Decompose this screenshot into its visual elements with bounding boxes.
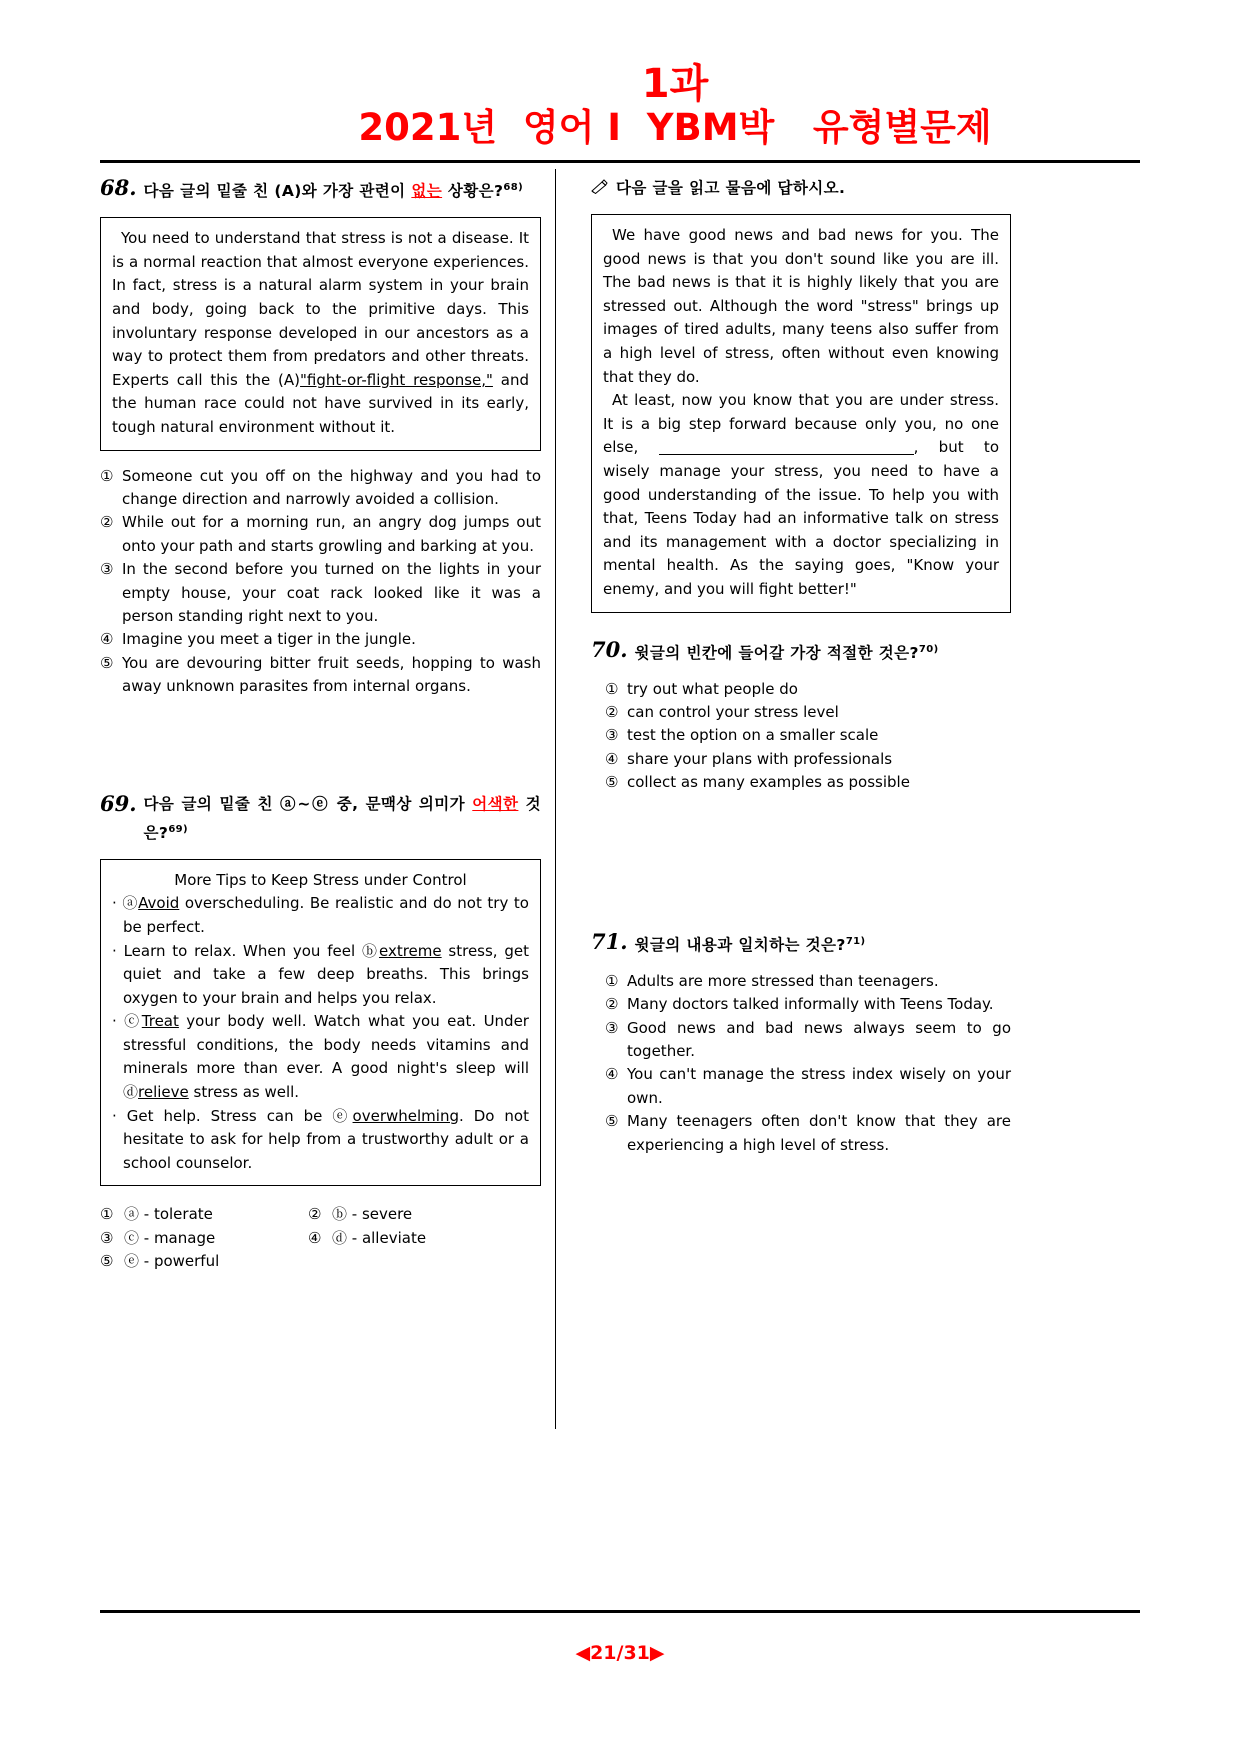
question-68-prompt-pre: 다음 글의 밑줄 친 (A)와 가장 관련이	[143, 182, 412, 201]
question-70-number: 70.	[591, 636, 628, 662]
choice-text: While out for a morning run, an angry dog jumps out onto your path and starts growling and barking at you.	[122, 513, 541, 555]
tips-list	[112, 892, 529, 1175]
question-70-header	[591, 637, 1011, 666]
choice-text: You are devouring bitter fruit seeds, hopping to wash away unknown parasites from internal organs.	[122, 653, 541, 696]
choice-item[interactable]	[605, 678, 1011, 701]
choice-marker: ②	[605, 703, 619, 722]
choice-marker: ①	[100, 1205, 114, 1224]
passage-text-b: , but to wisely manage your stress, you need to have a good understanding of the issue. To help you with that, Teens Today had an informative talk on stress and its management with a doctor specializing in mental health. As the saying goes, "Know your enemy, and you will fight better!"	[603, 438, 999, 598]
choice-item[interactable]	[100, 558, 541, 628]
question-68-number: 68.	[100, 175, 137, 200]
choice-text: ⓒ - manage	[124, 1228, 216, 1247]
choice-marker: ④	[605, 1065, 619, 1084]
question-68-footnote: 68)	[503, 182, 524, 193]
content-columns	[100, 163, 1140, 1433]
choice-text: ⓐ - tolerate	[124, 1205, 213, 1224]
item-pre-text: Learn to relax. When you feel	[123, 941, 362, 960]
choice-marker: ⑤	[605, 1112, 619, 1131]
passage-paragraph-1: We have good news and bad news for you. The good news is that you don't sound like you are ill. The bad news is that it is highly likely that you are stressed out. Although the word "stress" brings up images of tired adults, many teens also suffer from a high level of stress, often without even knowing that they do.	[603, 226, 999, 386]
item-post-text: your body well. Watch what you eat. Under stressful conditions, the body needs vitamins and minerals more than ever. A good night's sleep will	[123, 1012, 529, 1078]
choice-marker: ③	[605, 1018, 619, 1037]
item-label-c: ⓒ	[124, 1012, 142, 1031]
item-post-text: stress, get quiet and take a few deep breaths. This brings oxygen to your brain and helps you relax.	[123, 941, 530, 1007]
question-69-prompt-negative: 어색한	[472, 794, 519, 813]
page-header	[100, 0, 1140, 150]
choice-text: try out what people do	[627, 679, 798, 698]
question-71-number: 71.	[591, 928, 628, 954]
choice-item[interactable]	[605, 1110, 1011, 1157]
choice-marker: ⑤	[100, 653, 114, 672]
choice-marker: ⑤	[100, 1252, 114, 1271]
question-68-choices	[100, 465, 541, 699]
choice-marker: ③	[100, 1228, 114, 1247]
choice-item[interactable]	[605, 1017, 1011, 1064]
choice-marker: ⑤	[605, 773, 619, 792]
question-71-header	[591, 929, 1011, 958]
passage-heading: More Tips to Keep Stress under Control	[174, 870, 467, 889]
item-underlined-c: Treat	[141, 1012, 179, 1031]
choice-text: Many doctors talked informally with Teens Today.	[627, 995, 994, 1014]
reading-passage	[591, 214, 1011, 613]
question-70-prompt	[635, 637, 939, 666]
list-item	[112, 940, 529, 1011]
choice-text: can control your stress level	[627, 703, 839, 722]
question-70-choices	[591, 678, 1011, 795]
choice-text: ⓑ - severe	[332, 1205, 413, 1224]
question-71-footnote: 71)	[845, 935, 866, 947]
passage-text-b: and the human race could not have survived in its early, tough natural environment without it.	[112, 370, 529, 436]
question-69-prompt-post: 것은?	[143, 794, 541, 842]
choice-item[interactable]	[605, 771, 1011, 794]
question-68-prompt-negative: 없는	[411, 182, 443, 201]
item-post-text: . Do not hesitate to ask for help from a trustworthy adult or a school counselor.	[123, 1106, 529, 1172]
pencil-icon	[591, 176, 608, 202]
page-title: 2021년 영어 I YBM박 유형별문제	[358, 106, 992, 149]
choice-item[interactable]	[308, 1227, 541, 1250]
choice-text: You can't manage the stress index wisely on your own.	[627, 1065, 1011, 1107]
choice-item[interactable]	[100, 511, 541, 558]
choice-text: share your plans with professionals	[627, 749, 893, 768]
choice-text: Someone cut you off on the highway and you had to change direction and narrowly avoided a collision.	[122, 466, 541, 508]
passage-paragraph	[112, 227, 529, 439]
page-footer	[100, 1610, 1140, 1664]
question-70-footnote: 70)	[918, 643, 939, 655]
choice-item[interactable]	[605, 993, 1011, 1016]
question-71-choices	[591, 970, 1011, 1157]
item-label-e: ⓔ	[332, 1106, 353, 1125]
list-item	[112, 1105, 529, 1176]
question-69-number: 69.	[100, 790, 137, 816]
choice-text: Many teenagers often don't know that they are experiencing a high level of stress.	[627, 1112, 1011, 1154]
list-item	[112, 892, 529, 939]
answer-blank	[659, 454, 914, 455]
question-69-prompt-pre: 다음 글의 밑줄 친 ⓐ~ⓔ 중, 문맥상 의미가	[143, 794, 473, 813]
choice-marker: ③	[100, 560, 114, 579]
choice-marker: ③	[605, 726, 619, 745]
choice-marker: ①	[605, 971, 619, 990]
item-post-text: overscheduling. Be realistic and do not try to be perfect.	[123, 894, 529, 936]
question-68-prompt-post: 상황은?	[442, 182, 504, 201]
passage-text-a: At least, now you know that you are under stress. It is a big step forward because only you, no one else,	[603, 391, 999, 457]
choice-item[interactable]	[605, 748, 1011, 771]
footer-divider	[100, 1610, 1140, 1613]
question-68-prompt	[144, 175, 524, 204]
choice-item[interactable]	[100, 628, 541, 651]
instruction-text: 다음 글을 읽고 물음에 답하시오.	[616, 179, 846, 197]
choice-marker: ②	[308, 1205, 322, 1224]
choice-item[interactable]	[308, 1203, 541, 1226]
choice-item[interactable]	[100, 652, 541, 699]
choice-marker: ④	[605, 749, 619, 768]
question-69-passage	[100, 859, 541, 1187]
item-pre-text: Get help. Stress can be	[126, 1106, 333, 1125]
item-label-b: ⓑ	[361, 941, 379, 960]
question-70-prompt-text: 윗글의 빈칸에 들어갈 가장 적절한 것은?	[634, 643, 919, 662]
question-69-footnote: 69)	[168, 823, 188, 835]
choice-text: ⓔ - powerful	[124, 1252, 220, 1271]
page-number: ◀21/31▶	[575, 1642, 665, 1664]
choice-item[interactable]	[605, 701, 1011, 724]
choice-item[interactable]	[605, 970, 1011, 993]
item-underlined-e: overwhelming	[352, 1106, 459, 1125]
choice-text: Good news and bad news always seem to go together.	[627, 1018, 1011, 1061]
question-69-prompt	[144, 791, 541, 846]
choice-text: Adults are more stressed than teenagers.	[627, 971, 939, 990]
question-68-passage	[100, 217, 541, 450]
choice-text: Imagine you meet a tiger in the jungle.	[122, 630, 416, 649]
passage-underlined-A: "fight-or-flight response,"	[300, 370, 493, 389]
choice-item[interactable]	[100, 1250, 308, 1273]
choice-marker: ②	[605, 995, 619, 1014]
list-item	[112, 1010, 529, 1104]
choice-text: collect as many examples as possible	[627, 773, 910, 792]
choice-item[interactable]	[605, 1063, 1011, 1110]
right-column	[556, 163, 1011, 1433]
question-69-header	[100, 791, 541, 846]
question-71-prompt	[635, 929, 866, 958]
lesson-title: 1과	[641, 61, 709, 107]
choice-item[interactable]	[100, 1203, 308, 1226]
passage-paragraph-2	[603, 389, 999, 601]
choice-text: In the second before you turned on the lights in your empty house, your coat rack looked like it was a person standing right next to you.	[122, 560, 541, 625]
choice-text: ⓓ - alleviate	[332, 1228, 427, 1247]
question-69-choices	[100, 1203, 541, 1273]
choice-item[interactable]	[100, 1227, 308, 1250]
item-label-a: ⓐ	[122, 894, 139, 913]
left-column	[100, 163, 555, 1433]
choice-text: test the option on a smaller scale	[627, 726, 879, 745]
choice-item[interactable]	[605, 724, 1011, 747]
item-post-text-2: stress as well.	[188, 1083, 300, 1102]
item-underlined-d: relieve	[138, 1083, 189, 1102]
choice-item[interactable]	[100, 465, 541, 512]
item-underlined-b: extreme	[378, 941, 442, 960]
question-68-header	[100, 175, 541, 204]
choice-marker: ②	[100, 513, 114, 532]
question-71-prompt-text: 윗글의 내용과 일치하는 것은?	[634, 935, 846, 954]
choice-marker: ④	[308, 1228, 322, 1247]
reading-instruction	[591, 175, 1011, 201]
passage-text-a: You need to understand that stress is not a disease. It is a normal reaction that almost everyone experiences. In fact, stress is a natural alarm system in your brain and body, going back to the primitive days. This involuntary response developed in our ancestors as a way to protect them from predators and other threats. Experts call this the (A)	[112, 229, 529, 389]
item-underlined-a: Avoid	[138, 894, 180, 913]
item-label-d: ⓓ	[123, 1083, 139, 1102]
choice-marker: ①	[605, 679, 619, 698]
choice-marker: ④	[100, 630, 114, 649]
choice-marker: ①	[100, 466, 114, 485]
